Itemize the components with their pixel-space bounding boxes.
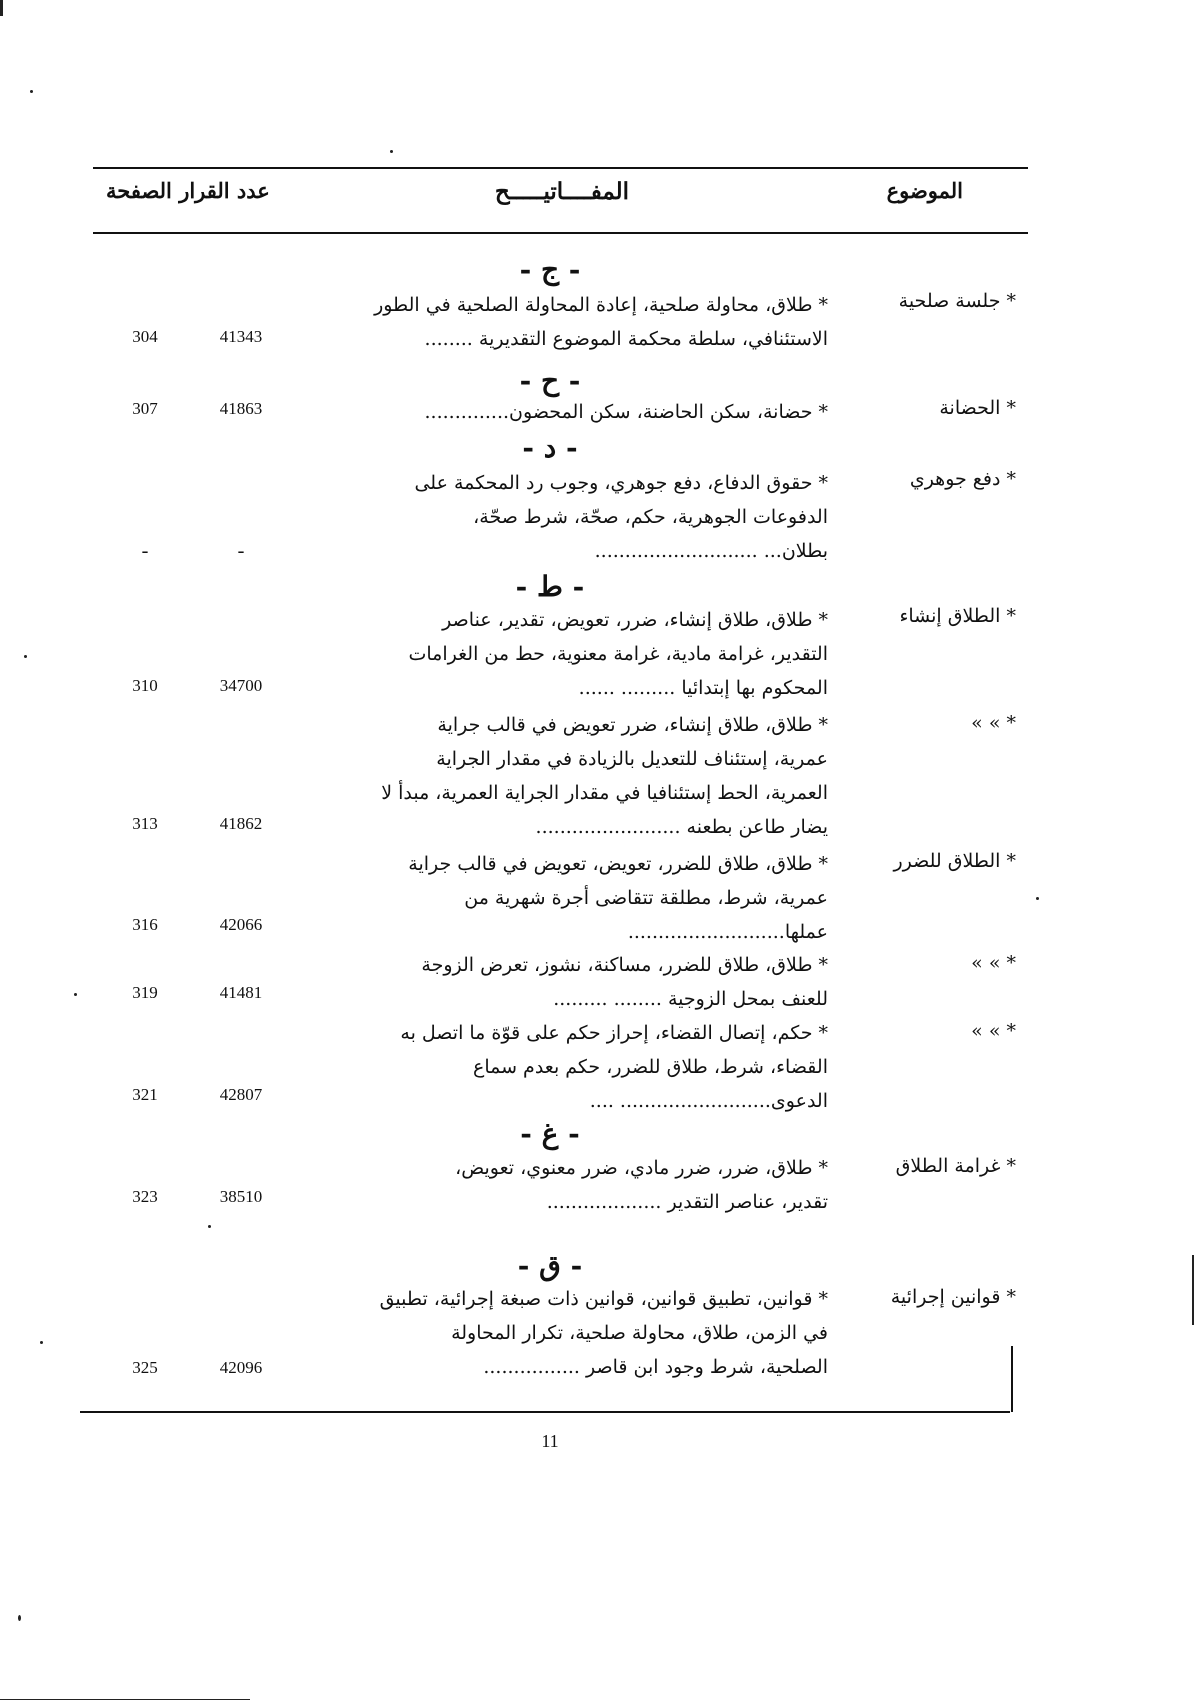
entry-line: * طلاق، ضرر، ضرر مادي، ضرر معنوي، تعويض، (455, 1157, 828, 1179)
scan-speck (18, 1615, 21, 1621)
header-rule (93, 232, 1028, 234)
letter-divider: - ط - (515, 570, 585, 603)
entry-line: عمرية، إستئناف للتعديل بالزيادة في مقدار الجراية (436, 748, 828, 770)
page-number: 325 (132, 1358, 158, 1377)
decision-number: 42066 (219, 915, 263, 934)
page-number: 310 (132, 676, 158, 695)
entry-line: الاستئنافي، سلطة محكمة الموضوع التقديرية ........ (424, 328, 828, 350)
entry-line: القضاء، شرط، طلاق للضرر، حكم بعدم سماع (472, 1056, 828, 1078)
entry-keywords (308, 395, 828, 429)
page-number: 307 (132, 399, 158, 418)
page-number: ـ (142, 538, 148, 557)
entry-topic: * » » (971, 712, 1016, 734)
letter-divider: - د - (522, 431, 578, 464)
top-rule (93, 167, 1028, 169)
decision-number: 42807 (219, 1085, 263, 1104)
entry-line: في الزمن، طلاق، محاولة صلحية، تكرار المحاولة (451, 1322, 828, 1344)
entry-line: * طلاق، طلاق إنشاء، ضرر، تعويض، تقدير، عناصر (442, 609, 828, 631)
header-page: الصفحة (106, 178, 172, 203)
entry-line: الدعوى......................... .... (589, 1090, 828, 1112)
entry-line: للعنف بمحل الزوجية ........ ......... (553, 988, 828, 1010)
entry-topic: * » » (971, 1020, 1016, 1042)
scan-speck (208, 1225, 211, 1228)
bottom-rule (80, 1411, 1010, 1413)
decision-number: ـ (238, 538, 244, 557)
decision-number: 41863 (219, 399, 263, 418)
footer-page-number: 11 (541, 1431, 559, 1451)
entry-line: العمرية، الحط إستئنافيا في مقدار الجراية العمرية، مبدأ لا (381, 782, 828, 804)
scan-speck (1036, 897, 1039, 900)
entry-line: يضار طاعن بطعنه ........................ (535, 816, 828, 838)
entry-topic: * » » (971, 952, 1016, 974)
scan-speck (30, 90, 33, 93)
entry-keywords (308, 847, 828, 949)
entry-keywords (308, 1282, 828, 1384)
entry-keywords (308, 708, 828, 844)
entry-topic: * دفع جوهري (909, 468, 1016, 490)
header-keywords: المفــــاتيـــــح (494, 178, 630, 205)
header-decision: عدد القرار (179, 178, 270, 203)
entry-keywords (308, 1151, 828, 1219)
scan-speck (24, 655, 27, 658)
entry-keywords (308, 466, 828, 568)
page-number: 304 (132, 327, 158, 346)
entry-topic: * غرامة الطلاق (895, 1155, 1016, 1177)
entry-line: * حقوق الدفاع، دفع جوهري، وجوب رد المحكمة على (414, 472, 828, 494)
entry-topic: * جلسة صلحية (898, 290, 1016, 312)
letter-divider: - غ - (520, 1117, 580, 1150)
entry-topic: * الحضانة (939, 397, 1016, 419)
entry-line: بطلان... ........................... (594, 540, 828, 562)
header-decision-page (106, 178, 270, 218)
letter-divider: - ق - (517, 1249, 583, 1282)
letter-divider: - ج - (519, 253, 581, 286)
decision-number: 38510 (219, 1187, 263, 1206)
decision-number: 41343 (219, 327, 263, 346)
page-number: 319 (132, 983, 158, 1002)
entry-line: عملها.......................... (627, 921, 828, 943)
letter-divider: - ح - (519, 364, 581, 397)
entry-line: * طلاق، طلاق للضرر، مساكنة، نشوز، تعرض الزوجة (421, 954, 828, 976)
entry-keywords (308, 948, 828, 1016)
entry-line: * حضانة، سكن الحاضنة، سكن المحضون.............. (424, 401, 828, 423)
scan-speck (0, 0, 3, 16)
entry-line: * قوانين، تطبيق قوانين، قوانين ذات صبغة إجرائية، تطبيق (379, 1288, 828, 1310)
entry-line: الصلحية، شرط وجود ابن قاصر ................ (483, 1356, 828, 1378)
entry-line: المحكوم بها إبتدائيا ......... ...... (578, 677, 828, 699)
decision-number: 42096 (219, 1358, 263, 1377)
margin-rule (1011, 1346, 1013, 1412)
entry-line: * طلاق، محاولة صلحية، إعادة المحاولة الصلحية في الطور (374, 294, 828, 316)
entry-line: * طلاق، طلاق إنشاء، ضرر تعويض في قالب جراية (437, 714, 828, 736)
entry-keywords (308, 1016, 828, 1118)
entry-line: التقدير، غرامة مادية، غرامة معنوية، حط من الغرامات (408, 643, 828, 665)
entry-line: تقدير، عناصر التقدير ................... (546, 1191, 828, 1213)
entry-line: * طلاق، طلاق للضرر، تعويض، تعويض في قالب جراية (408, 853, 828, 875)
decision-number: 41481 (219, 983, 263, 1002)
entry-line: الدفوعات الجوهرية، حكم، صحّة، شرط صحّة، (473, 506, 828, 528)
scan-speck (74, 993, 77, 996)
decision-number: 41862 (219, 814, 263, 833)
entry-line: * حكم، إتصال القضاء، إحراز حكم على قوّة ما اتصل به (400, 1022, 828, 1044)
entry-line: عمرية، شرط، مطلقة تتقاضى أجرة شهرية من (464, 887, 828, 909)
entry-keywords (308, 288, 828, 356)
entry-keywords (308, 603, 828, 705)
entry-topic: * الطلاق إنشاء (899, 605, 1016, 627)
header-topic: الموضوع (886, 178, 963, 203)
scan-speck (1192, 1255, 1194, 1325)
page-number: 313 (132, 814, 158, 833)
page-number: 323 (132, 1187, 158, 1206)
decision-number: 34700 (219, 676, 263, 695)
entry-topic: * الطلاق للضرر (893, 850, 1016, 872)
scan-speck (390, 150, 393, 153)
page-number: 321 (132, 1085, 158, 1104)
entry-topic: * قوانين إجرائية (890, 1286, 1016, 1308)
page-number: 316 (132, 915, 158, 934)
scan-speck (40, 1341, 43, 1344)
